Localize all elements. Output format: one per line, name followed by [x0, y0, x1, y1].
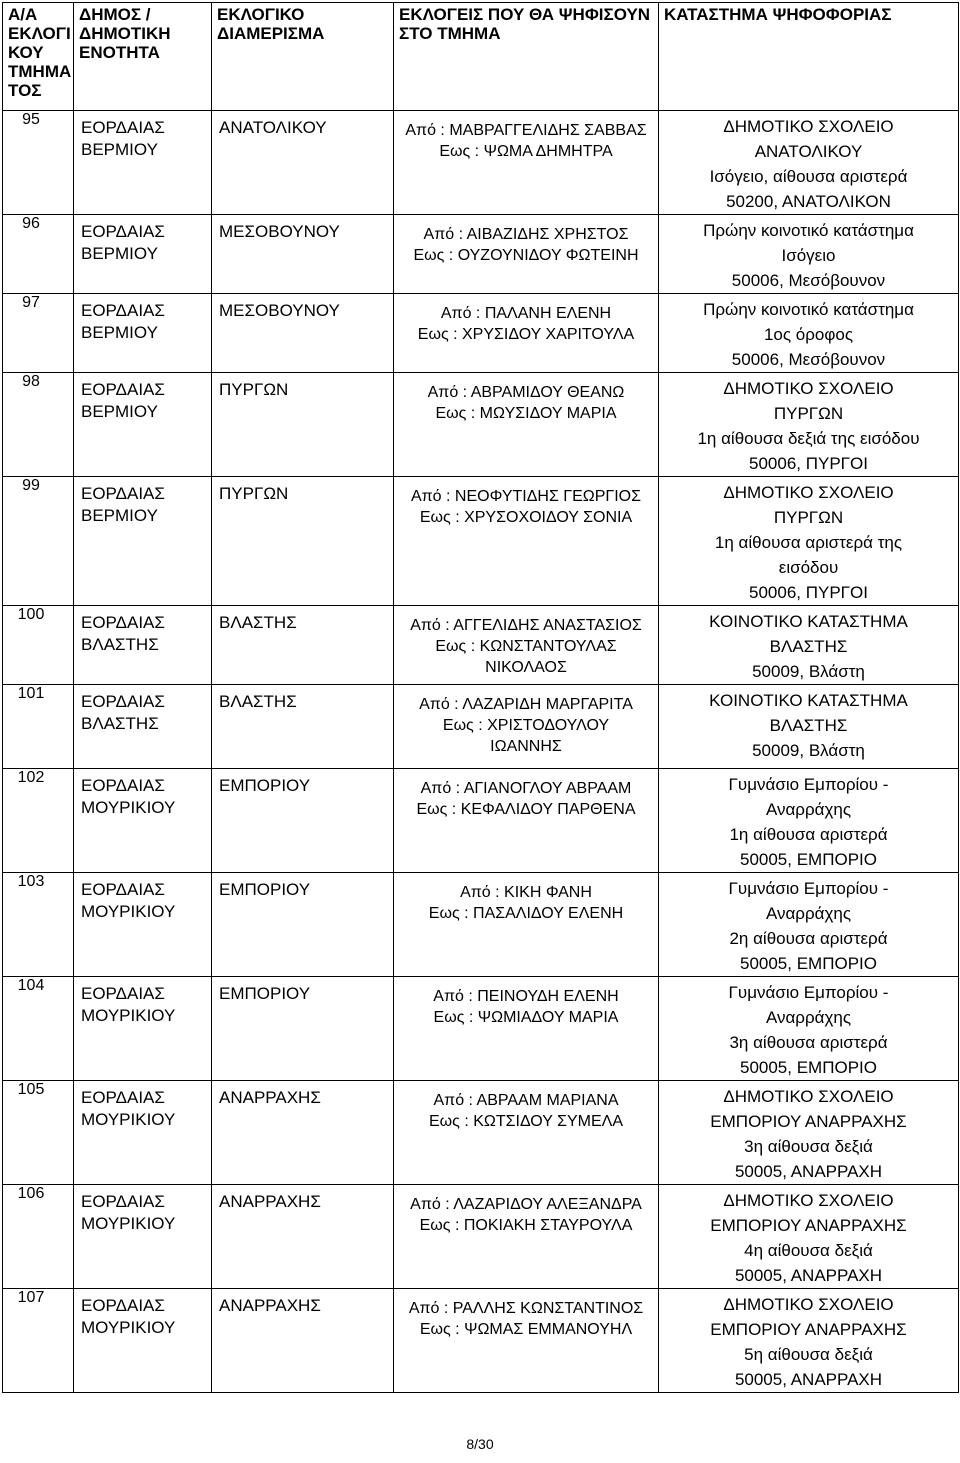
text-line: ΣΤΟ ΤΜΗΜΑ [399, 24, 501, 43]
voters-range-cell [394, 685, 659, 769]
table-row [3, 1081, 959, 1185]
table-row [3, 1289, 959, 1393]
text-line: Αναρράχης [765, 904, 852, 923]
text-line: ΠΥΡΓΩΝ [773, 508, 844, 527]
text-line: ΔΙΑΜΕΡΙΣΜΑ [217, 24, 325, 43]
text-line: ΚΑΤΑΣΤΗΜΑ ΨΗΦΟΦΟΡΙΑΣ [664, 5, 892, 24]
district-cell: ΑΝΑΡΡΑΧΗΣ [212, 1185, 394, 1289]
district-cell: ΒΛΑΣΤΗΣ [212, 685, 394, 769]
section-number: 106 [3, 1185, 74, 1289]
header-station [659, 3, 959, 111]
district-cell: ΑΝΑΡΡΑΧΗΣ [212, 1289, 394, 1393]
text-line: ΔΗΜΟΣ / [79, 5, 151, 24]
voters-range-cell [394, 606, 659, 685]
district-cell: ΠΥΡΓΩΝ [212, 373, 394, 477]
municipality-cell [74, 111, 212, 215]
header-district [212, 3, 394, 111]
table-row [3, 477, 959, 606]
polling-station-cell [659, 373, 959, 477]
text-line: ΕΚΛΟΓΙ [8, 24, 71, 43]
polling-station-cell [659, 294, 959, 373]
text-line: ΕΟΡΔΑΙΑΣ [81, 301, 165, 320]
text-line: 1η αίθουσα δεξιά της εισόδου [697, 429, 920, 448]
text-line: Από : ΛΑΖΑΡΙΔΗ ΜΑΡΓΑΡΙΤΑ [419, 696, 633, 713]
text-line: Γυμνάσιο Εμπορίου - [728, 775, 889, 794]
district-cell: ΑΝΑΤΟΛΙΚΟΥ [212, 111, 394, 215]
text-line: ΒΛΑΣΤΗΣ [81, 635, 159, 654]
municipality-cell [74, 373, 212, 477]
table-row [3, 873, 959, 977]
text-line: ΒΛΑΣΤΗΣ [769, 637, 848, 656]
text-line: 50006, ΠΥΡΓΟΙ [749, 454, 868, 473]
voters-range-cell [394, 1185, 659, 1289]
polling-station-cell [659, 477, 959, 606]
text-line: 2η αίθουσα αριστερά [729, 929, 888, 948]
text-line: Εως : ΧΡΥΣΙΔΟΥ ΧΑΡΙΤΟΥΛΑ [417, 326, 635, 343]
text-line: Εως : ΚΩΤΣΙΔΟΥ ΣΥΜΕΛΑ [429, 1113, 623, 1130]
text-line: ΠΥΡΓΩΝ [773, 404, 844, 423]
table-row [3, 215, 959, 294]
text-line: ΕΚΛΟΓΕΙΣ ΠΟΥ ΘΑ ΨΗΦΙΣΟΥΝ [399, 5, 651, 24]
text-line: ΔΗΜΟΤΙΚΟ ΣΧΟΛΕΙΟ [723, 117, 894, 136]
text-line: 50005, ΕΜΠΟΡΙΟ [739, 850, 877, 869]
text-line: ΕΟΡΔΑΙΑΣ [81, 118, 165, 137]
municipality-cell [74, 1185, 212, 1289]
text-line: 50005, ΑΝΑΡΡΑΧΗ [734, 1266, 883, 1285]
section-number: 98 [3, 373, 74, 477]
text-line: ΕΟΡΔΑΙΑΣ [81, 1192, 165, 1211]
municipality-cell [74, 477, 212, 606]
text-line: Από : ΛΑΖΑΡΙΔΟΥ ΑΛΕΞΑΝΔΡΑ [410, 1196, 642, 1213]
text-line: 1ος όροφος [763, 325, 854, 344]
section-number: 99 [3, 477, 74, 606]
table-row [3, 977, 959, 1081]
text-line: ΜΟΥΡΙΚΙΟΥ [81, 798, 176, 817]
text-line: Εως : ΧΡΙΣΤΟΔΟΥΛΟΥ [442, 717, 610, 734]
text-line: Από : ΑΒΡΑΜΙΔΟΥ ΘΕΑΝΩ [427, 384, 625, 401]
text-line: Α/Α [8, 5, 38, 24]
municipality-cell [74, 873, 212, 977]
text-line: 50009, Βλάστη [752, 741, 865, 760]
district-cell: ΕΜΠΟΡΙΟΥ [212, 977, 394, 1081]
municipality-cell [74, 215, 212, 294]
text-line: Από : ΑΙΒΑΖΙΔΗΣ ΧΡΗΣΤΟΣ [423, 226, 629, 243]
text-line: ΔΗΜΟΤΙΚΗ [79, 24, 171, 43]
text-line: 3η αίθουσα αριστερά [729, 1033, 888, 1052]
text-line: ΒΕΡΜΙΟΥ [81, 140, 158, 159]
polling-station-cell [659, 977, 959, 1081]
voters-range-cell [394, 1289, 659, 1393]
text-line: Πρώην κοινοτικό κατάστημα [703, 221, 914, 240]
polling-station-cell [659, 1185, 959, 1289]
text-line: ΒΕΡΜΙΟΥ [81, 506, 158, 525]
text-line: ΑΝΑΤΟΛΙΚΟΥ [754, 142, 863, 161]
text-line: 50006, ΠΥΡΓΟΙ [749, 583, 868, 602]
section-number: 102 [3, 769, 74, 873]
text-line: ΕΟΡΔΑΙΑΣ [81, 613, 165, 632]
municipality-cell [74, 1289, 212, 1393]
municipality-cell [74, 294, 212, 373]
text-line: 50200, ΑΝΑΤΟΛΙΚΟΝ [726, 192, 891, 211]
table-row [3, 1185, 959, 1289]
polling-station-cell [659, 215, 959, 294]
polling-station-cell [659, 111, 959, 215]
district-cell: ΑΝΑΡΡΑΧΗΣ [212, 1081, 394, 1185]
text-line: ΕΟΡΔΑΙΑΣ [81, 484, 165, 503]
text-line: 5η αίθουσα δεξιά [744, 1345, 873, 1364]
text-line: ΜΟΥΡΙΚΙΟΥ [81, 1318, 176, 1337]
text-line: ΕΟΡΔΑΙΑΣ [81, 776, 165, 795]
text-line: ΒΕΡΜΙΟΥ [81, 244, 158, 263]
municipality-cell [74, 685, 212, 769]
text-line: 50005, ΑΝΑΡΡΑΧΗ [734, 1162, 883, 1181]
text-line: ΜΟΥΡΙΚΙΟΥ [81, 1110, 176, 1129]
text-line: 1η αίθουσα αριστερά [729, 825, 888, 844]
section-number: 100 [3, 606, 74, 685]
municipality-cell [74, 769, 212, 873]
text-line: Εως : ΨΩΜΑΣ ΕΜΜΑΝΟΥΗΛ [419, 1321, 633, 1338]
text-line: Εως : ΠΟΚΙΑΚΗ ΣΤΑΥΡΟΥΛΑ [419, 1217, 633, 1234]
text-line: ΕΜΠΟΡΙΟΥ ΑΝΑΡΡΑΧΗΣ [710, 1320, 907, 1339]
district-cell: ΜΕΣΟΒΟΥΝΟΥ [212, 294, 394, 373]
text-line: 4η αίθουσα δεξιά [744, 1241, 873, 1260]
voters-range-cell [394, 215, 659, 294]
text-line: ΔΗΜΟΤΙΚΟ ΣΧΟΛΕΙΟ [723, 1191, 894, 1210]
text-line: ΒΛΑΣΤΗΣ [81, 714, 159, 733]
district-cell: ΒΛΑΣΤΗΣ [212, 606, 394, 685]
text-line: Από : ΡΑΛΛΗΣ ΚΩΝΣΤΑΝΤΙΝΟΣ [408, 1300, 644, 1317]
table-body [3, 111, 959, 1393]
polling-station-cell [659, 685, 959, 769]
section-number: 101 [3, 685, 74, 769]
district-cell: ΠΥΡΓΩΝ [212, 477, 394, 606]
polling-station-cell [659, 1081, 959, 1185]
text-line: ΕΟΡΔΑΙΑΣ [81, 380, 165, 399]
polling-station-cell [659, 873, 959, 977]
table-row [3, 373, 959, 477]
text-line: ΕΟΡΔΑΙΑΣ [81, 880, 165, 899]
table-row [3, 685, 959, 769]
municipality-cell [74, 977, 212, 1081]
text-line: Από : ΝΕΟΦΥΤΙΔΗΣ ΓΕΩΡΓΙΟΣ [410, 488, 642, 505]
text-line: Ισόγειο [781, 246, 836, 265]
text-line: ΕΟΡΔΑΙΑΣ [81, 1296, 165, 1315]
text-line: Γυμνάσιο Εμπορίου - [728, 879, 889, 898]
municipality-cell [74, 1081, 212, 1185]
text-line: ΜΟΥΡΙΚΙΟΥ [81, 902, 176, 921]
text-line: ΕΟΡΔΑΙΑΣ [81, 984, 165, 1003]
text-line: ΤΟΣ [8, 81, 42, 100]
text-line: Αναρράχης [765, 800, 852, 819]
text-line: Από : ΜΑΒΡΑΓΓΕΛΙΔΗΣ ΣΑΒΒΑΣ [405, 122, 647, 139]
text-line: 50005, ΕΜΠΟΡΙΟ [739, 1058, 877, 1077]
municipality-cell [74, 606, 212, 685]
section-number: 107 [3, 1289, 74, 1393]
text-line: Ισόγειο, αίθουσα αριστερά [709, 167, 908, 186]
table-row [3, 294, 959, 373]
text-line: Εως : ΨΩΜΙΑΔΟΥ ΜΑΡΙΑ [433, 1009, 619, 1026]
table-row [3, 769, 959, 873]
text-line: Εως : ΟΥΖΟΥΝΙΔΟΥ ΦΩΤΕΙΝΗ [413, 247, 639, 264]
text-line: 50006, Μεσόβουνον [731, 271, 886, 290]
text-line: ΕΟΡΔΑΙΑΣ [81, 692, 165, 711]
voters-range-cell [394, 477, 659, 606]
text-line: 50009, Βλάστη [752, 662, 865, 681]
text-line: εισόδου [778, 558, 839, 577]
section-number: 105 [3, 1081, 74, 1185]
header-municipality [74, 3, 212, 111]
text-line: Από : ΠΑΛΑΝΗ ΕΛΕΝΗ [440, 305, 612, 322]
text-line: Από : ΚΙΚΗ ΦΑΝΗ [460, 884, 592, 901]
text-line: ΜΟΥΡΙΚΙΟΥ [81, 1006, 176, 1025]
header-section-no [3, 3, 74, 111]
text-line: Από : ΠΕΙΝΟΥΔΗ ΕΛΕΝΗ [433, 988, 619, 1005]
voters-range-cell [394, 111, 659, 215]
text-line: Πρώην κοινοτικό κατάστημα [703, 300, 914, 319]
text-line: ΕΝΟΤΗΤΑ [79, 43, 160, 62]
text-line: ΔΗΜΟΤΙΚΟ ΣΧΟΛΕΙΟ [723, 379, 894, 398]
text-line: ΔΗΜΟΤΙΚΟ ΣΧΟΛΕΙΟ [723, 483, 894, 502]
district-cell: ΜΕΣΟΒΟΥΝΟΥ [212, 215, 394, 294]
page-number: 8/30 [466, 1436, 494, 1452]
text-line: ΒΕΡΜΙΟΥ [81, 402, 158, 421]
text-line: ΕΜΠΟΡΙΟΥ ΑΝΑΡΡΑΧΗΣ [710, 1216, 907, 1235]
section-number: 96 [3, 215, 74, 294]
text-line: ΙΩΑΝΝΗΣ [490, 738, 562, 755]
table-row [3, 111, 959, 215]
voters-range-cell [394, 294, 659, 373]
text-line: ΒΛΑΣΤΗΣ [769, 716, 848, 735]
text-line: ΤΜΗΜΑ [8, 62, 72, 81]
text-line: ΚΟΥ [8, 43, 44, 62]
text-line: Από : ΑΓΓΕΛΙΔΗΣ ΑΝΑΣΤΑΣΙΟΣ [410, 617, 642, 634]
section-number: 103 [3, 873, 74, 977]
text-line: ΕΜΠΟΡΙΟΥ ΑΝΑΡΡΑΧΗΣ [710, 1112, 907, 1131]
text-line: ΔΗΜΟΤΙΚΟ ΣΧΟΛΕΙΟ [723, 1087, 894, 1106]
text-line: Εως : ΚΕΦΑΛΙΔΟΥ ΠΑΡΘΕΝΑ [416, 801, 636, 818]
text-line: 50006, Μεσόβουνον [731, 350, 886, 369]
text-line: ΕΟΡΔΑΙΑΣ [81, 1088, 165, 1107]
text-line: ΕΟΡΔΑΙΑΣ [81, 222, 165, 241]
polling-station-cell [659, 606, 959, 685]
text-line: Γυμνάσιο Εμπορίου - [728, 983, 889, 1002]
section-number: 95 [3, 111, 74, 215]
text-line: ΚΟΙΝΟΤΙΚΟ ΚΑΤΑΣΤΗΜΑ [709, 691, 908, 710]
text-line: 50005, ΑΝΑΡΡΑΧΗ [734, 1370, 883, 1389]
section-number: 104 [3, 977, 74, 1081]
table-row [3, 606, 959, 685]
text-line: 50005, ΕΜΠΟΡΙΟ [739, 954, 877, 973]
district-cell: ΕΜΠΟΡΙΟΥ [212, 769, 394, 873]
text-line: Από : ΑΓΙΑΝΟΓΛΟΥ ΑΒΡΑΑΜ [420, 780, 632, 797]
voters-range-cell [394, 873, 659, 977]
text-line: ΝΙΚΟΛΑΟΣ [485, 659, 567, 676]
polling-stations-table [2, 2, 959, 1393]
polling-station-cell [659, 1289, 959, 1393]
text-line: ΕΚΛΟΓΙΚΟ [217, 5, 305, 24]
text-line: Εως : ΚΩΝΣΤΑΝΤΟΥΛΑΣ [435, 638, 617, 655]
section-number: 97 [3, 294, 74, 373]
voters-range-cell [394, 373, 659, 477]
text-line: Εως : ΨΩΜΑ ΔΗΜΗΤΡΑ [439, 143, 613, 160]
voters-range-cell [394, 769, 659, 873]
text-line: ΔΗΜΟΤΙΚΟ ΣΧΟΛΕΙΟ [723, 1295, 894, 1314]
text-line: ΜΟΥΡΙΚΙΟΥ [81, 1214, 176, 1233]
voters-range-cell [394, 1081, 659, 1185]
text-line: 1η αίθουσα αριστερά της [714, 533, 903, 552]
text-line: ΚΟΙΝΟΤΙΚΟ ΚΑΤΑΣΤΗΜΑ [709, 612, 908, 631]
text-line: 3η αίθουσα δεξιά [744, 1137, 873, 1156]
text-line: Εως : ΠΑΣΑΛΙΔΟΥ ΕΛΕΝΗ [428, 905, 624, 922]
voters-range-cell [394, 977, 659, 1081]
polling-station-cell [659, 769, 959, 873]
header-row [3, 3, 959, 111]
text-line: ΒΕΡΜΙΟΥ [81, 323, 158, 342]
text-line: Εως : ΜΩΥΣΙΔΟΥ ΜΑΡΙΑ [435, 405, 617, 422]
text-line: Εως : ΧΡΥΣΟΧΟΙΔΟΥ ΣΟΝΙΑ [419, 509, 633, 526]
text-line: Αναρράχης [765, 1008, 852, 1027]
header-voters [394, 3, 659, 111]
district-cell: ΕΜΠΟΡΙΟΥ [212, 873, 394, 977]
text-line: Από : ΑΒΡΑΑΜ ΜΑΡΙΑΝΑ [433, 1092, 619, 1109]
